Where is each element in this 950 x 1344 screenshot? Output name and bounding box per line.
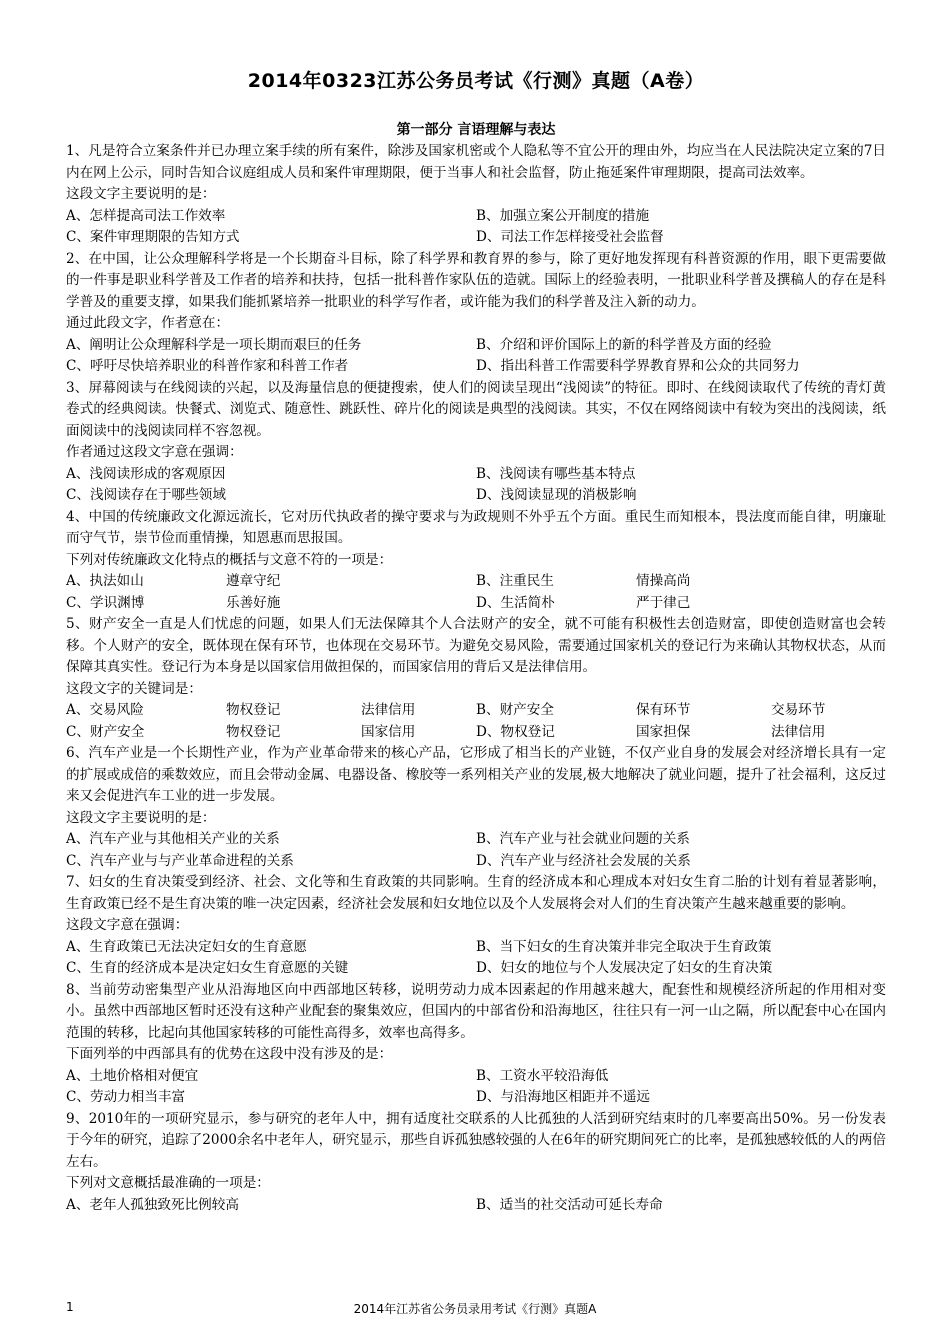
question-text: 9、2010年的一项研究显示，参与研究的老年人中，拥有适度社交联系的人比孤独的人活到研究结束时的几率要高出50%。另一份发表于今年的研究，追踪了2000余名中老年人，研究显示，那些自诉孤独感较强的人在6年的研究期间死亡的比率，是孤独感较低的人的两倍左右。: [66, 1110, 886, 1170]
page-number: 1: [66, 1300, 74, 1314]
option-a: A、老年人孤独致死比例较高: [66, 1196, 239, 1213]
question-1: [66, 141, 886, 249]
question-prompt: 下列对文意概括最准确的一项是：: [66, 1175, 270, 1191]
question-text: 3、屏幕阅读与在线阅读的兴起，以及海量信息的便捷搜索，使人们的阅读呈现出“浅阅读”的特征。即时、在线阅读取代了传统的青灯黄卷式的经典阅读。快餐式、浏览式、随意性、跳跃性、碎片化的阅读是典型的浅阅读。其实，不仅在网络阅读中有较为突出的浅阅读，纸面阅读中的浅阅读同样不容忽视。: [66, 379, 886, 439]
option-c: C、浅阅读存在于哪些领域: [66, 487, 226, 503]
question-2: [66, 249, 886, 378]
option-b: B、适当的社交活动可延长寿命: [476, 1196, 663, 1213]
option-c: C、财产安全 物权登记 国家信用: [66, 723, 416, 740]
option-d: D、指出科普工作需要科学界教育界和公众的共同努力: [476, 358, 800, 374]
questions-body: [66, 141, 886, 1216]
question-prompt: 这段文字的关键词是：: [66, 680, 202, 697]
document-title: 2014年0323江苏公务员考试《行测》真题（A卷）: [247, 70, 705, 92]
option-d: D、妇女的地位与个人发展决定了妇女的生育决策: [476, 960, 773, 976]
option-b: B、当下妇女的生育决策并非完全取决于生育政策: [476, 938, 772, 955]
question-text: 2、在中国，让公众理解科学将是一个长期奋斗目标，除了科学界和教育界的参与，除了更好地发挥现有科普资源的作用，眼下更需要做的一件事是职业科学普及工作者的培养和扶持，包括一批科普作家队伍的造就。国际上的经验表明，一批职业科学普及撰稿人的存在是科学普及的重要支撑，如果我们能抓紧培养一批职业的科学写作者，或许能为我们的科学普及注入新的动力。: [66, 250, 886, 310]
question-prompt: 下面列举的中西部具有的优势在这段中没有涉及的是：: [66, 1046, 393, 1062]
option-c: C、案件审理期限的告知方式: [66, 229, 240, 245]
option-b: B、工资水平较沿海低: [476, 1067, 609, 1084]
question-prompt: 作者通过这段文字意在强调：: [66, 444, 243, 460]
option-c: C、劳动力相当丰富: [66, 1089, 186, 1105]
section-heading: 第一部分 言语理解与表达: [396, 122, 556, 138]
question-5: [66, 614, 886, 743]
option-b: B、注重民生 情操高尚: [476, 573, 691, 589]
question-text: 7、妇女的生育决策受到经济、社会、文化等和生育政策的共同影响。生育的经济成本和心理成本对妇女生育二胎的计划有着显著影响，生育政策已经不是生育决策的唯一决定因素，经济社会发展和妇女地位以及个人发展将会对人们的生育决策产生越来越重要的影响。: [66, 874, 886, 912]
question-9: [66, 1109, 886, 1217]
option-d: D、浅阅读显现的消极影响: [476, 487, 637, 503]
option-d: D、司法工作怎样接受社会监督: [476, 229, 664, 245]
question-prompt: 这段文字主要说明的是：: [66, 186, 216, 202]
question-text: 6、汽车产业是一个长期性产业，作为产业革命带来的核心产品，它形成了相当长的产业链，不仅产业自身的发展会对经济增长具有一定的扩展或成倍的乘数效应，而且会带动金属、电器设备、橡胶等一系列相关产业的发展,极大地解决了就业问题，提升了社会福利，这反过来又会促进汽车工业的进一步发展。: [66, 745, 886, 804]
option-c: C、学识渊博 乐善好施: [66, 594, 281, 611]
option-a: A、阐明让公众理解科学是一项长期而艰巨的任务: [66, 336, 362, 353]
option-b: B、浅阅读有哪些基本特点: [476, 465, 636, 482]
option-a: A、生育政策已无法决定妇女的生育意愿: [66, 938, 307, 955]
question-3: [66, 378, 886, 507]
question-prompt: 这段文字主要说明的是：: [66, 809, 216, 826]
option-b: B、汽车产业与社会就业问题的关系: [476, 831, 690, 847]
option-d: D、与沿海地区相距并不遥远: [476, 1089, 651, 1105]
option-a: A、汽车产业与其他相关产业的关系: [66, 831, 280, 847]
question-text: 1、凡是符合立案条件并已办理立案手续的所有案件，除涉及国家机密或个人隐私等不宜公开的理由外，均应当在人民法院决定立案的7日内在网上公示，同时告知合议庭组成人员和案件审理期限，便于当事人和社会监督，防止拖延案件审理期限，提高司法效率。: [66, 143, 886, 181]
option-d: D、汽车产业与经济社会发展的关系: [476, 852, 691, 869]
option-a: A、怎样提高司法工作效率: [66, 207, 226, 224]
question-prompt: 这段文字意在强调：: [66, 917, 189, 933]
question-4: [66, 507, 886, 615]
option-d: D、物权登记 国家担保 法律信用: [476, 723, 826, 740]
option-a: A、浅阅读形成的客观原因: [66, 465, 226, 482]
question-text: 5、财产安全一直是人们忧虑的问题，如果人们无法保障其个人合法财产的安全，就不可能有积极性去创造财富，即使创造财富也会转移。个人财产的安全，既体现在保有环节，也体现在交易环节。为避免交易风险，需要通过国家机关的登记行为来确认其物权状态，从而保障其真实性。登记行为本身是以国家信用做担保的，而国家信用的背后又是法律信用。: [66, 616, 886, 675]
option-a: A、交易风险 物权登记 法律信用: [66, 702, 416, 718]
question-text: 8、当前劳动密集型产业从沿海地区向中西部地区转移，说明劳动力成本因素起的作用越来越大，配套性和规模经济所起的作用相对变小。虽然中西部地区暂时还没有这种产业配套的聚集效应，但国内的中部省份和沿海地区，往往只有一河一山之隔，所以配套中心在国内范围的转移，比起向其他国家转移的可能性高得多，效率也高得多。: [66, 981, 886, 1041]
option-a: A、土地价格相对便宜: [66, 1067, 199, 1084]
question-7: [66, 872, 886, 980]
footer-title: 2014年江苏省公务员录用考试《行测》真题A: [353, 1302, 597, 1316]
option-b: B、加强立案公开制度的措施: [476, 207, 650, 224]
option-a: A、执法如山 遵章守纪: [66, 573, 281, 589]
question-text: 4、中国的传统廉政文化源远流长，它对历代执政者的操守要求与为政规则不外乎五个方面。重民生而知根本，畏法度而能自律，明廉耻而守气节，崇节俭而重情操，知恩惠而思报国。: [66, 508, 886, 546]
option-c: C、呼吁尽快培养职业的科普作家和科普工作者: [66, 358, 349, 374]
question-6: [66, 743, 886, 872]
option-b: B、财产安全 保有环节 交易环节: [476, 702, 826, 718]
question-prompt: 下列对传统廉政文化特点的概括与文意不符的一项是：: [66, 551, 393, 568]
option-b: B、介绍和评价国际上的新的科学普及方面的经验: [476, 336, 772, 353]
option-d: D、生活简朴 严于律己: [476, 594, 691, 611]
question-8: [66, 980, 886, 1109]
question-prompt: 通过此段文字，作者意在：: [66, 315, 230, 331]
page-footer: [0, 1300, 950, 1320]
option-c: C、生育的经济成本是决定妇女生育意愿的关键: [66, 960, 349, 976]
option-c: C、汽车产业与与产业革命进程的关系: [66, 852, 294, 869]
